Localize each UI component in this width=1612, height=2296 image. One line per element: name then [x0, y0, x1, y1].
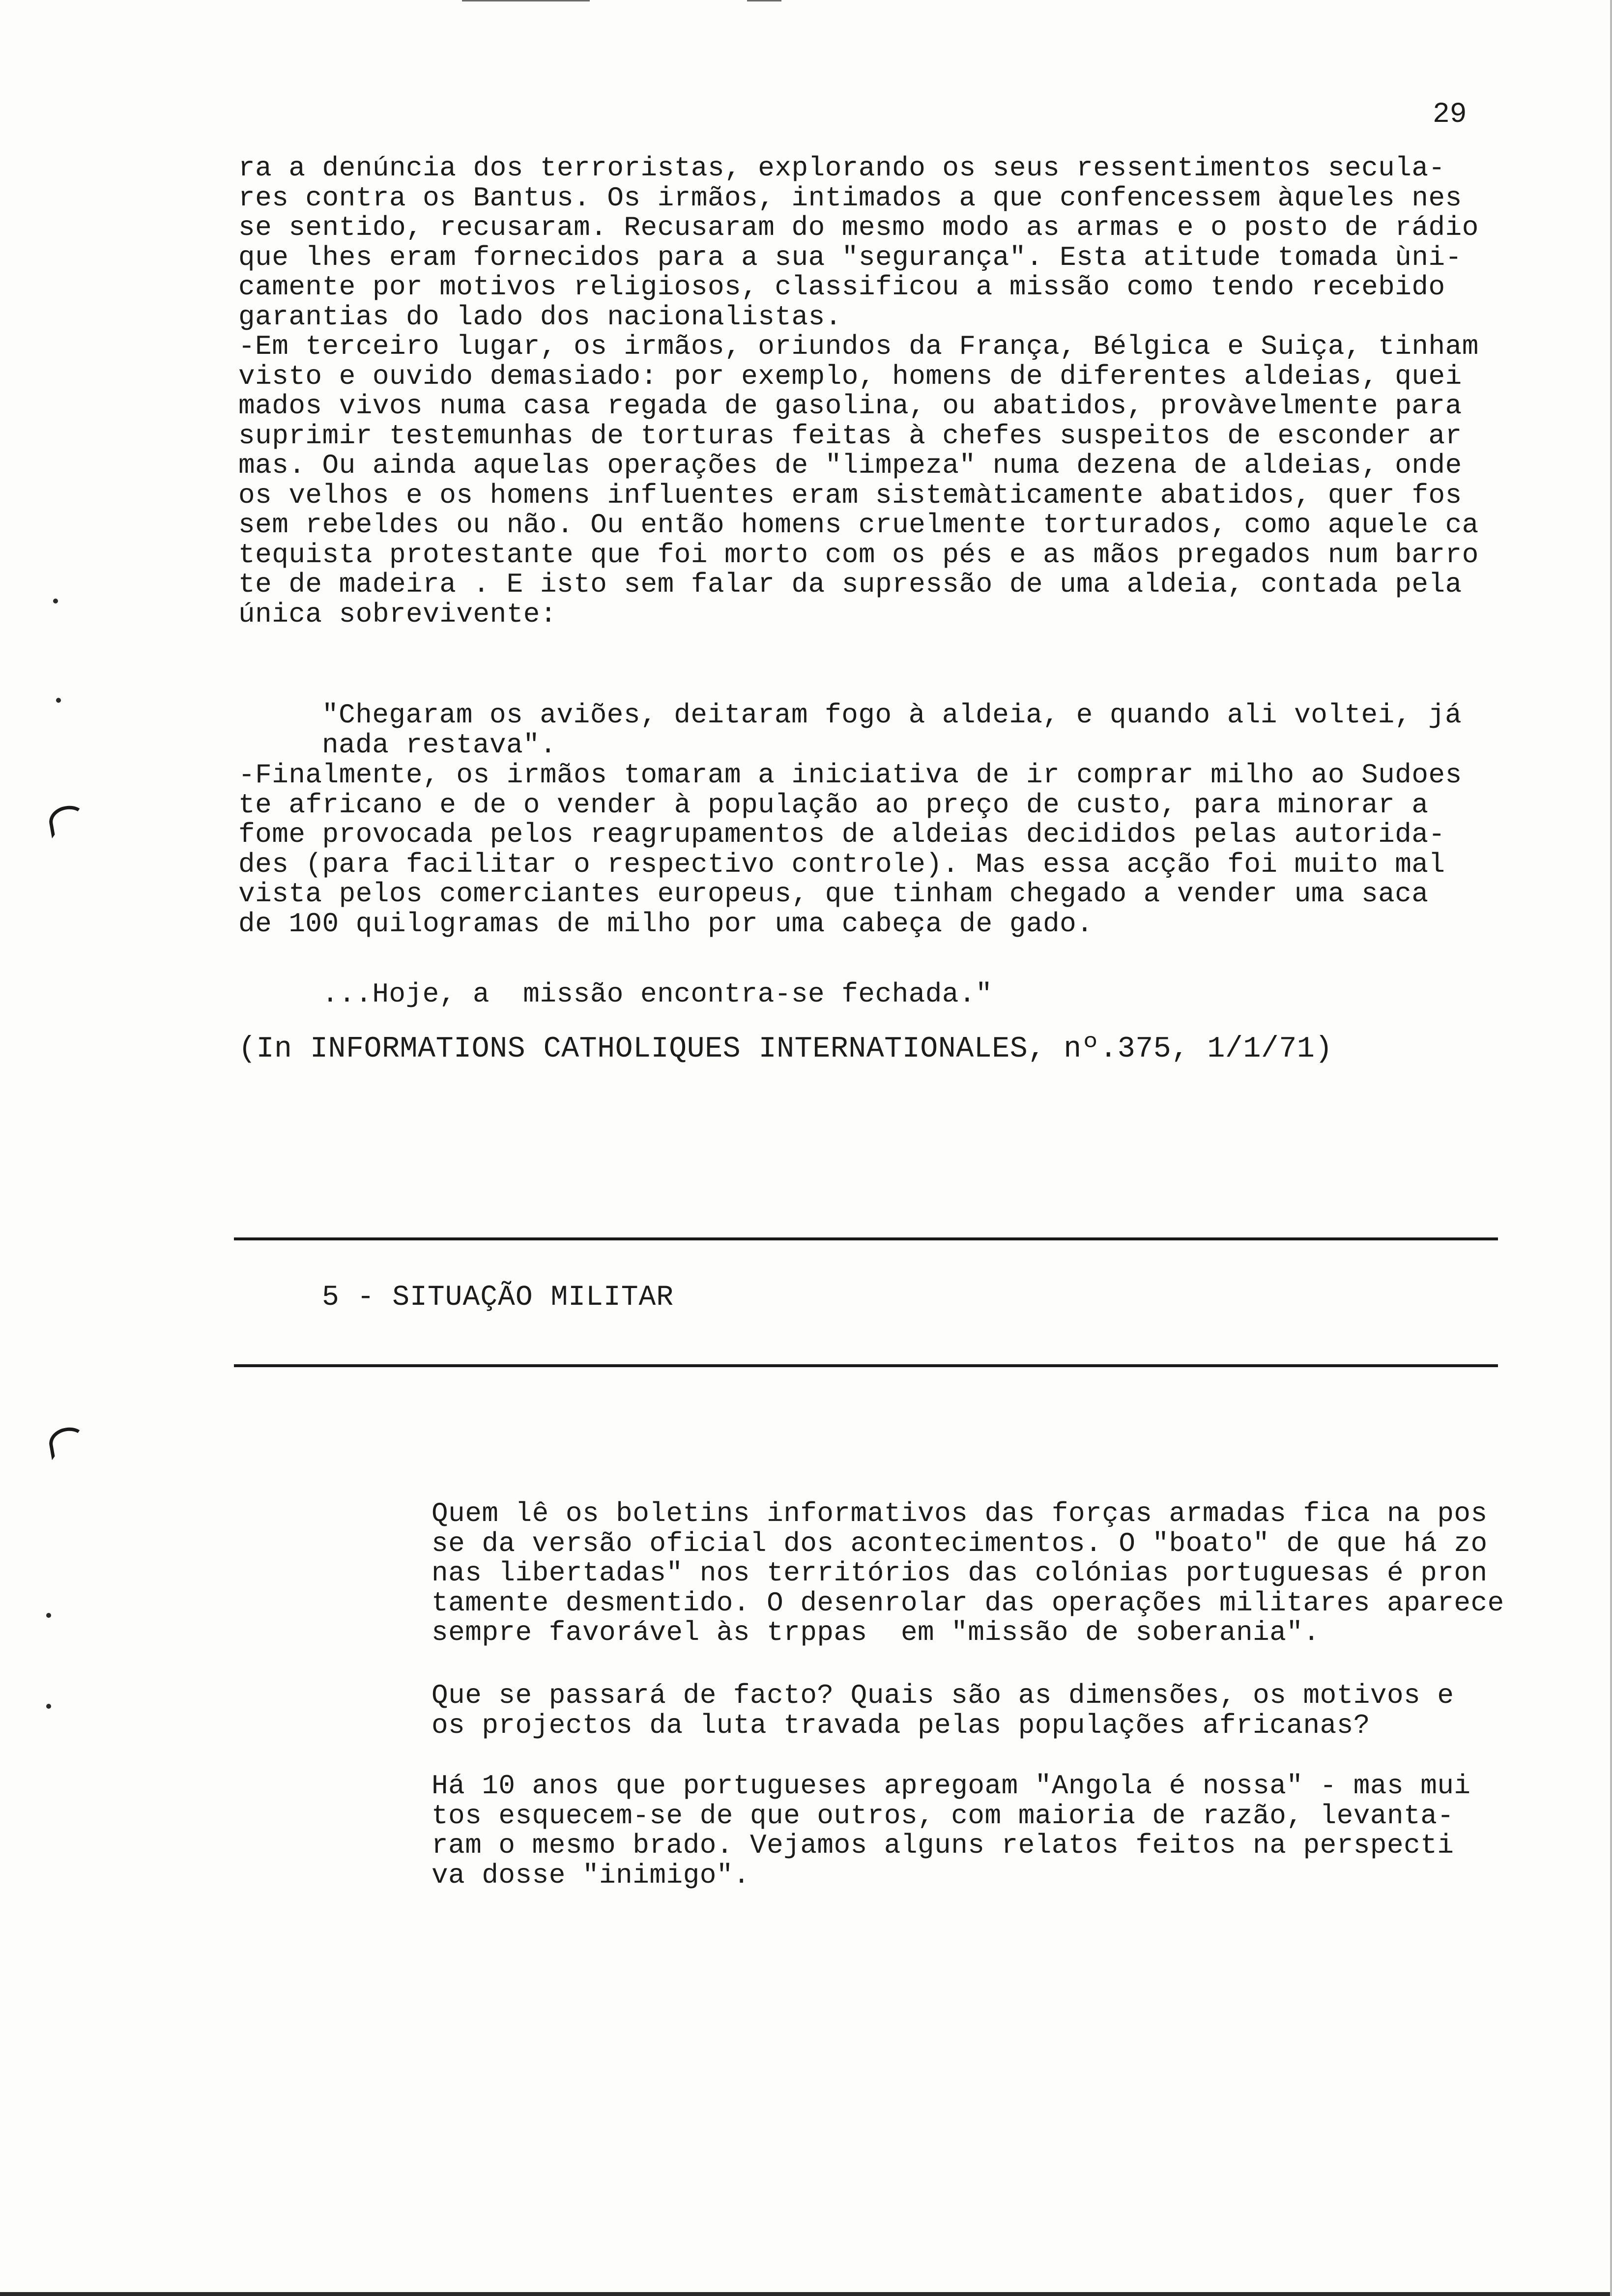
paragraph-maize-purchase [238, 760, 1462, 939]
text-line: res contra os Bantus. Os irmãos, intimados a que confencessem àqueles nes [238, 182, 1462, 214]
text-line: se da versão oficial dos acontecimentos. O "boato" de que há zo [432, 1527, 1488, 1559]
text-line: ra a denúncia dos terroristas, explorando os seus ressentimentos secula- [238, 152, 1445, 184]
text-line: tos esquecem-se de que outros, com maioria de razão, levanta- [432, 1800, 1454, 1832]
text-line: visto e ouvido demasiado: por exemplo, homens de diferentes aldeias, quei [238, 360, 1462, 392]
text-line: nas libertadas" nos territórios das colónias portuguesas é pron [432, 1557, 1488, 1589]
text-line: mas. Ou ainda aquelas operações de "limpeza" numa dezena de aldeias, onde [238, 450, 1462, 481]
scan-dot [46, 1613, 51, 1618]
paragraph-questions [432, 1681, 1454, 1740]
text-line: sem rebeldes ou não. Ou então homens cruelmente torturados, como aquele ca [238, 509, 1479, 541]
scan-edge-bottom [0, 2292, 1612, 2296]
text-line: camente por motivos religiosos, classificou a missão como tendo recebido [238, 271, 1445, 303]
text-line: va dosse "inimigo". [432, 1859, 750, 1891]
paragraph-angola-claim [432, 1771, 1471, 1890]
text-line: se sentido, recusaram. Recusaram do mesmo modo as armas e o posto de rádio [238, 212, 1479, 243]
section-heading: 5 - SITUAÇÃO MILITAR [322, 1282, 674, 1314]
text-line: os projectos da luta travada pelas populações africanas? [432, 1709, 1370, 1741]
quote-survivor [322, 700, 1462, 760]
text-line: sempre favorável às trppas em "missão de soberania". [432, 1617, 1320, 1648]
margin-mark [47, 1425, 88, 1460]
text-line: nada restava". [322, 729, 557, 761]
scan-edge-right [1610, 0, 1612, 2296]
text-line: fome provocada pelos reagrupamentos de aldeias decididos pelas autorida- [238, 819, 1445, 850]
text-line: única sobrevivente: [238, 598, 557, 630]
page-number: 29 [1433, 99, 1467, 131]
text-line: que lhes eram fornecidos para a sua "segurança". Esta atitude tomada ùni- [238, 241, 1462, 273]
text-line: Há 10 anos que portugueses apregoam "Angola é nossa" - mas mui [432, 1770, 1471, 1802]
section-divider-top [234, 1237, 1498, 1240]
text-line: Quem lê os boletins informativos das forças armadas fica na pos [432, 1498, 1488, 1529]
text-line: te de madeira . E isto sem falar da supressão de uma aldeia, contada pela [238, 569, 1462, 600]
text-line: tequista protestante que foi morto com os pés e as mãos pregados num barro [238, 539, 1479, 571]
paragraph-mission-witnesses [238, 153, 1479, 629]
scan-smudge [747, 0, 781, 1]
scan-smudge [462, 0, 590, 1]
scan-dot [56, 698, 61, 703]
text-line: ram o mesmo brado. Vejamos alguns relatos feitos na perspecti [432, 1830, 1454, 1861]
text-line: te africano e de o vender à população ao preço de custo, para minorar a [238, 789, 1429, 821]
text-line: ...Hoje, a missão encontra-se fechada." [322, 978, 993, 1010]
margin-mark [47, 803, 88, 838]
text-line: -Em terceiro lugar, os irmãos, oriundos da França, Bélgica e Suiça, tinham [238, 331, 1479, 362]
scan-dot [46, 1704, 51, 1709]
text-line: mados vivos numa casa regada de gasolina, ou abatidos, provàvelmente para [238, 390, 1462, 422]
text-line: vista pelos comerciantes europeus, que tinham chegado a vender uma saca [238, 878, 1429, 910]
text-line: "Chegaram os aviões, deitaram fogo à aldeia, e quando ali voltei, já [322, 699, 1462, 731]
text-line: des (para facilitar o respectivo controle). Mas essa acção foi muito mal [238, 848, 1445, 880]
text-line: de 100 quilogramas de milho por uma cabeça de gado. [238, 908, 1094, 940]
text-line: tamente desmentido. O desenrolar das operações militares aparece [432, 1587, 1504, 1619]
scan-dot [53, 599, 58, 603]
text-line: -Finalmente, os irmãos tomaram a iniciativa de ir comprar milho ao Sudoes [238, 759, 1462, 791]
text-line: garantias do lado dos nacionalistas. [238, 301, 842, 333]
section-divider-bottom [234, 1364, 1498, 1367]
quote-mission-closed [322, 979, 992, 1009]
paragraph-official-bulletins [432, 1499, 1504, 1648]
text-line: os velhos e os homens influentes eram sistemàticamente abatidos, quer fos [238, 479, 1462, 511]
text-line: suprimir testemunhas de torturas feitas à chefes suspeitos de esconder ar [238, 420, 1462, 452]
text-line: Que se passará de facto? Quais são as dimensões, os motivos e [432, 1680, 1454, 1711]
source-citation: (In INFORMATIONS CATHOLIQUES INTERNATIONALES, nº.375, 1/1/71) [238, 1033, 1333, 1066]
